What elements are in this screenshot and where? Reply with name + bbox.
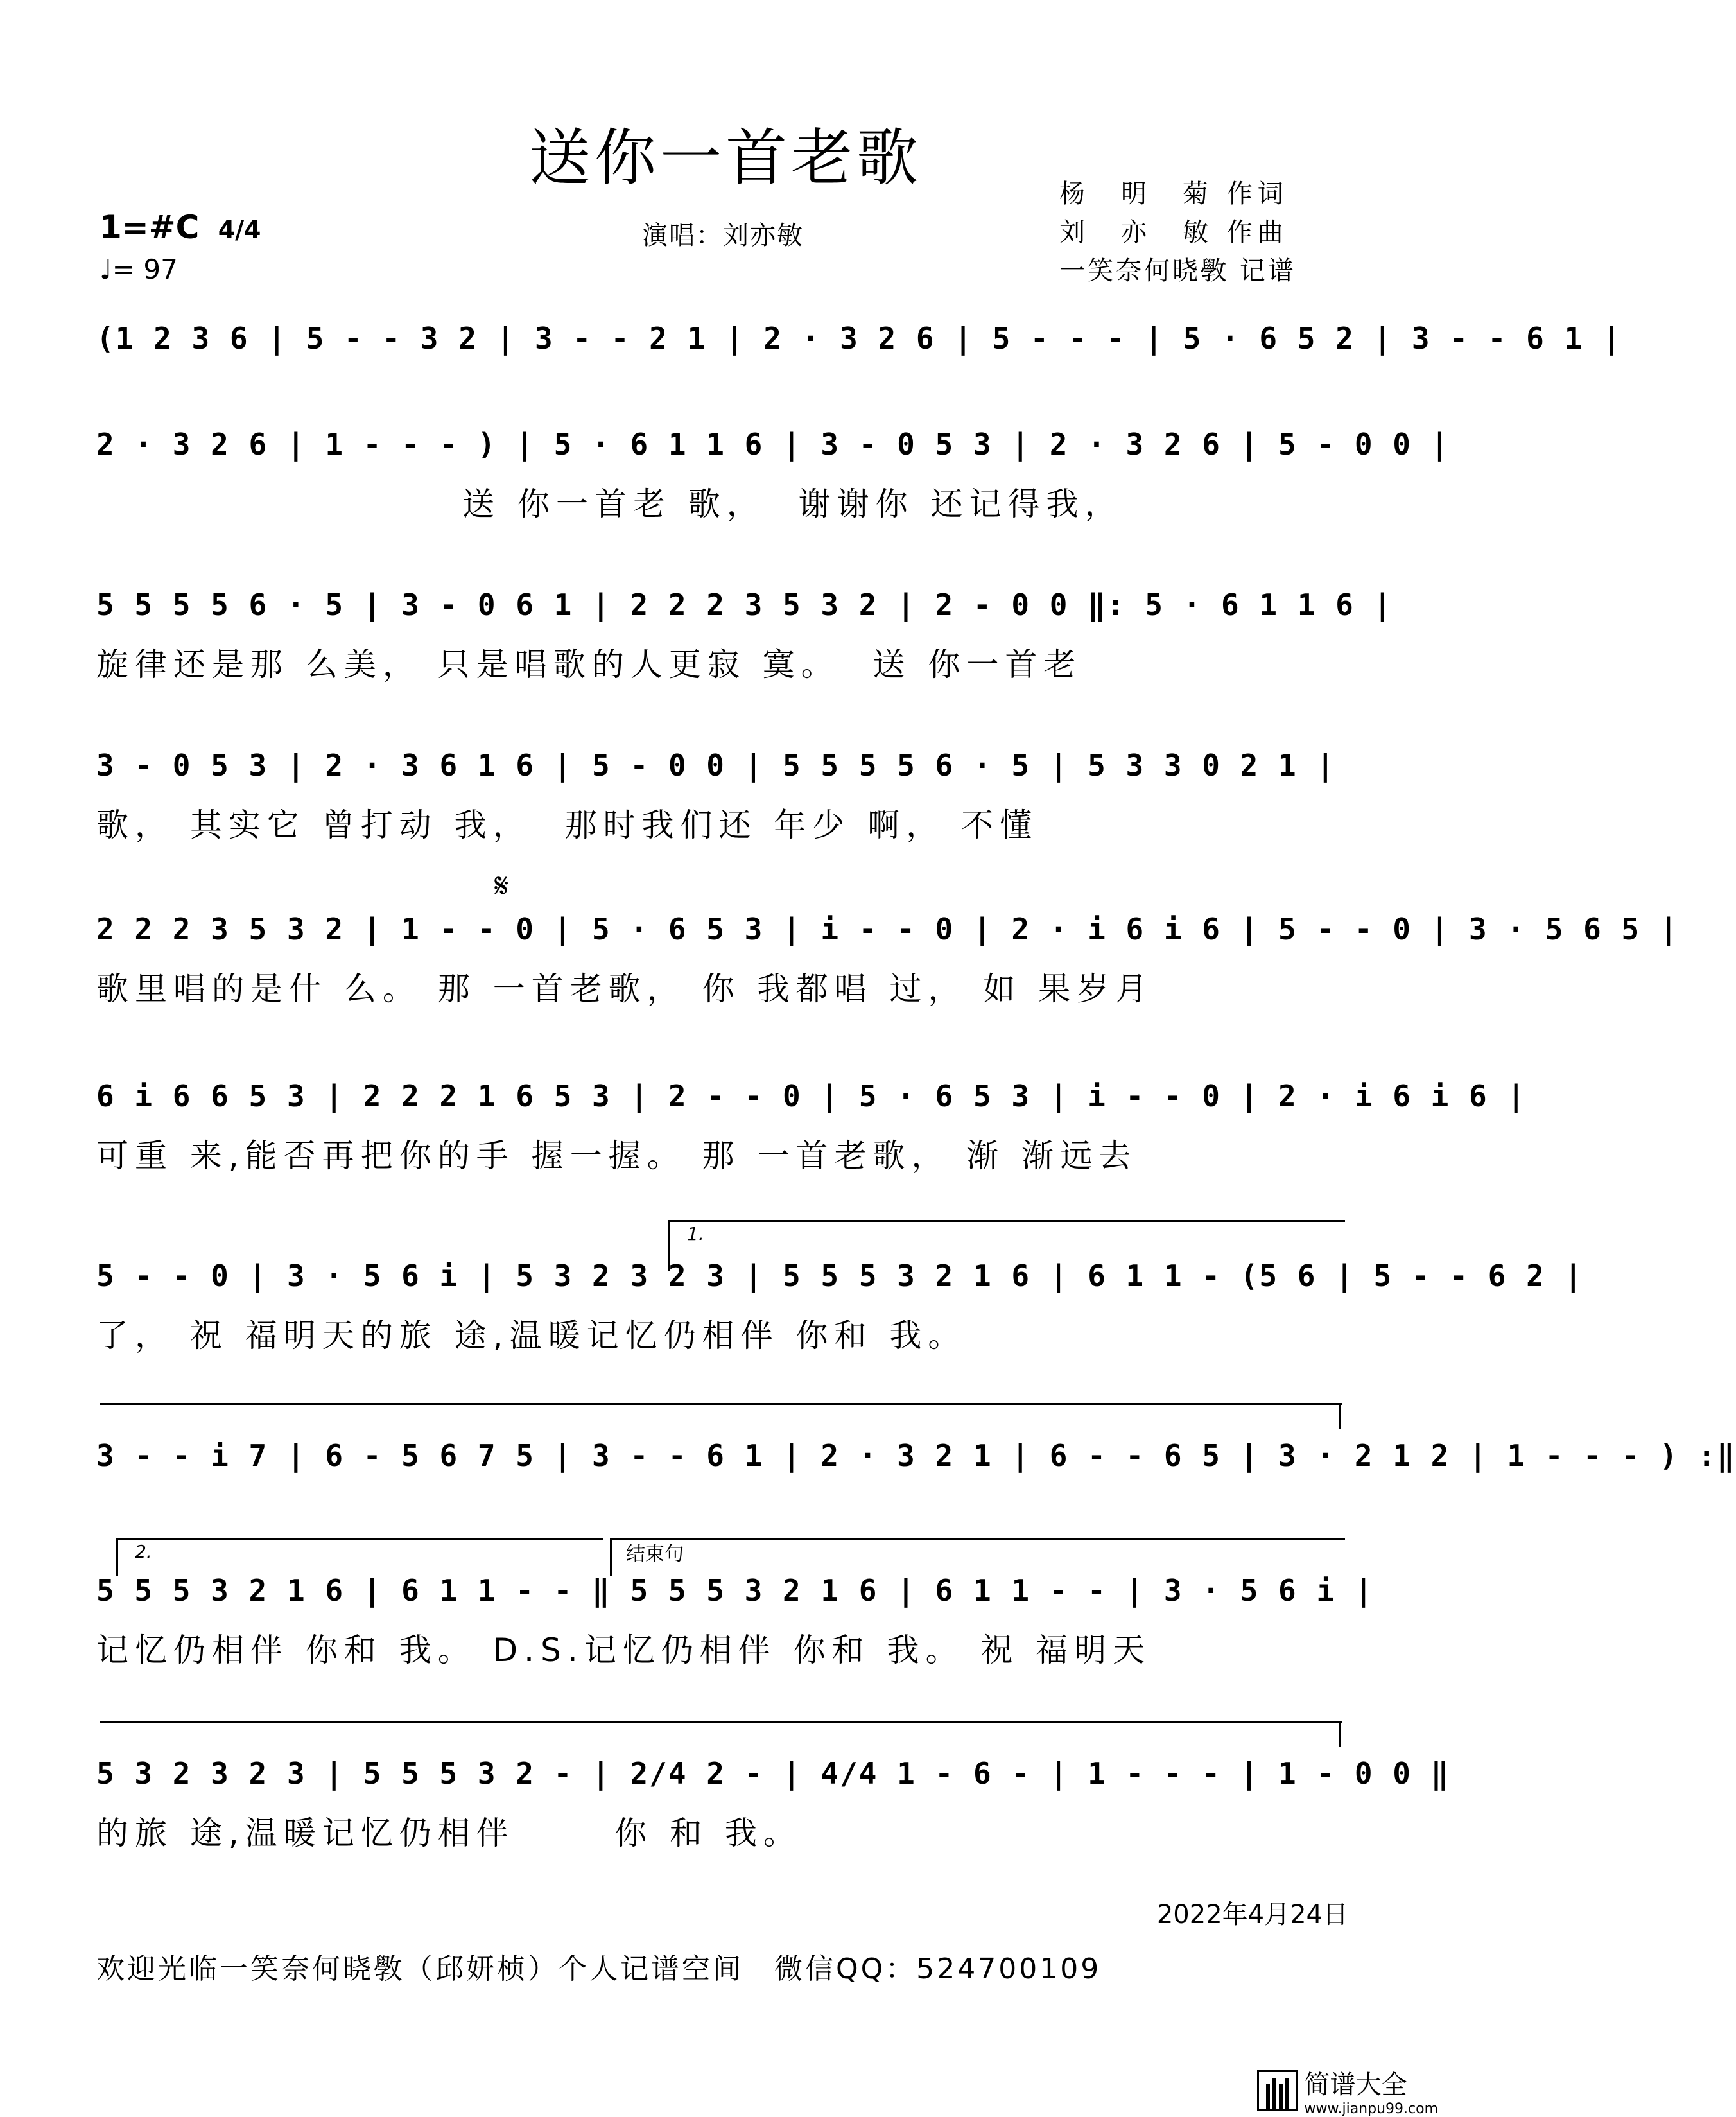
lyric-line-10: 的旅 途,温暖记忆仍相伴 你 和 我。 — [96, 1815, 802, 1852]
lyric-line-7: 了， 祝 福明天的旅 途,温暖记忆仍相伴 你和 我。 — [96, 1317, 967, 1354]
tempo-marking: ♩= 97 — [100, 254, 178, 285]
lyric-line-3: 旋律还是那 么美， 只是唱歌的人更寂 寞。 送 你一首老 — [96, 646, 1082, 683]
score-line-9: 5 5 5 3 2 1 6 | 6 1 1 - - ‖ 5 5 5 3 2 1 6 | 6 1 1 - - | 3 · 5 6 i | — [96, 1573, 1374, 1608]
lyric-line-5: 歌里唱的是什 么。 那 一首老歌， 你 我都唱 过， 如 果岁月 — [96, 970, 1154, 1007]
score-line-6: 6 i 6 6 5 3 | 2 2 2 1 6 5 3 | 2 - - 0 | 5 · 6 5 3 | i - - 0 | 2 · i 6 i 6 | — [96, 1079, 1527, 1113]
score-line-2: 2 · 3 2 6 | 1 - - - ) | 5 · 6 1 1 6 | 3 - 0 5 3 | 2 · 3 2 6 | 5 - 0 0 | — [96, 427, 1450, 462]
score-line-5: 2 2 2 3 5 3 2 | 1 - - 0 | 5 · 6 5 3 | i - - 0 | 2 · i 6 i 6 | 5 - - 0 | 3 · 5 6 5 | — [96, 912, 1679, 946]
transcriber-credit: 一笑奈何晓斆 记谱 — [1059, 256, 1296, 286]
date-text: 2022年4月24日 — [1156, 1900, 1348, 1930]
score-line-7: 5 - - 0 | 3 · 5 6 i | 5 3 2 3 2 3 | 5 5 5 3 2 1 6 | 6 1 1 - (5 6 | 5 - - 6 2 | — [96, 1259, 1584, 1293]
piano-icon — [1257, 2070, 1298, 2111]
composer-credit: 刘 亦 敏 作曲 — [1059, 218, 1289, 247]
lyric-line-6: 可重 来,能否再把你的手 握一握。 那 一首老歌， 渐 渐远去 — [96, 1137, 1138, 1174]
key-text: 1=#C — [100, 209, 200, 246]
score-line-1: (1 2 3 6 | 5 - - 3 2 | 3 - - 2 1 | 2 · 3 2 6 | 5 - - - | 5 · 6 5 2 | 3 - - 6 1 | — [96, 321, 1622, 356]
song-title: 送你一首老歌 — [529, 122, 922, 194]
lyric-line-2: 送 你一首老 歌， 谢谢你 还记得我， — [462, 485, 1124, 523]
time-signature: 4/4 — [218, 216, 261, 244]
coda-label: 结束句 — [626, 1543, 684, 1565]
logo-name: 简谱大全 — [1304, 2070, 1407, 2100]
second-ending-label: 2. — [135, 1541, 152, 1562]
footer-text: 欢迎光临一笑奈何晓斆（邱妍桢）个人记谱空间 微信QQ：524700109 — [96, 1953, 1102, 1985]
score-line-4: 3 - 0 5 3 | 2 · 3 6 1 6 | 5 - 0 0 | 5 5 5 5 6 · 5 | 5 3 3 0 2 1 | — [96, 748, 1336, 783]
score-line-10: 5 3 2 3 2 3 | 5 5 5 3 2 - | 2/4 2 - | 4/4 1 - 6 - | 1 - - - | 1 - 0 0 ‖ — [96, 1756, 1450, 1791]
site-logo[interactable] — [1257, 2064, 1438, 2117]
logo-url: www.jianpu99.com — [1304, 2101, 1438, 2117]
lyric-line-9: 记忆仍相伴 你和 我。 D.S.记忆仍相伴 你和 我。 祝 福明天 — [96, 1632, 1152, 1669]
singer-credit: 演唱：刘亦敏 — [642, 221, 804, 250]
lyric-line-4: 歌， 其实它 曾打动 我， 那时我们还 年少 啊， 不懂 — [96, 806, 1039, 844]
score-line-8: 3 - - i 7 | 6 - 5 6 7 5 | 3 - - 6 1 | 2 · 3 2 1 | 6 - - 6 5 | 3 · 2 1 2 | 1 - - - ) :‖ — [96, 1438, 1736, 1473]
key-signature — [100, 209, 261, 246]
first-ending-label: 1. — [687, 1223, 704, 1244]
score-line-3: 5 5 5 5 6 · 5 | 3 - 0 6 1 | 2 2 2 3 5 3 2 | 2 - 0 0 ‖: 5 · 6 1 1 6 | — [96, 588, 1393, 622]
segno-sign: 𝄋 — [494, 867, 509, 905]
lyricist-credit: 杨 明 菊 作词 — [1059, 179, 1289, 209]
